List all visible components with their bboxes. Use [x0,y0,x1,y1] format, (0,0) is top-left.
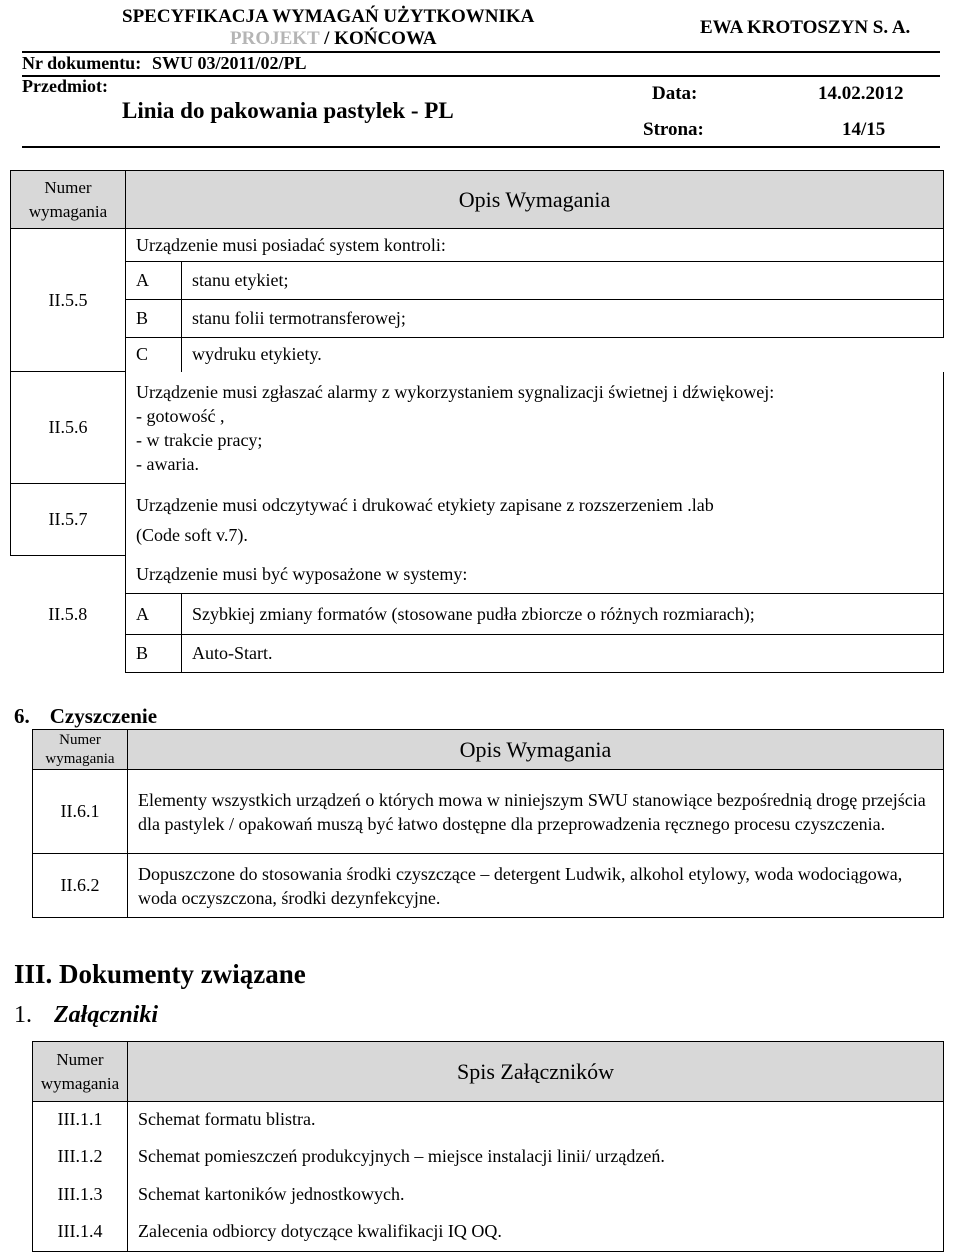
table-row [11,484,944,556]
requirements-table [10,170,944,673]
date-label: Data: [652,83,698,104]
requirement-text: Urządzenie musi posiadać system kontroli: [126,229,944,262]
text-line: - awaria. [136,453,199,474]
text-line: - w trakcie pracy; [136,429,263,450]
attachment-number: III.1.4 [33,1213,128,1252]
project-separator: / [319,28,335,49]
text-line: (Code soft v.7). [136,524,248,545]
item-text: stanu etykiet; [182,262,944,300]
sub-item [11,300,944,338]
item-letter: B [126,300,182,338]
column-header-description: Opis Wymagania [128,730,944,770]
item-letter: C [126,338,182,372]
attachment-number: III.1.3 [33,1176,128,1213]
subject-value: Linia do pakowania pastylek - PL [122,98,454,123]
subsection-number: 1. [14,1002,32,1028]
table-row [33,854,944,918]
spec-title: SPECYFIKACJA WYMAGAŃ UŻYTKOWNIKA [122,6,535,27]
sub-item [11,338,944,372]
text-line: Urządzenie musi odczytywać i drukować etykiety zapisane z rozszerzeniem .lab [136,494,714,515]
attachment-number: III.1.1 [33,1102,128,1138]
table-row [33,770,944,854]
table-header-row [33,730,944,770]
requirement-number: II.5.8 [11,556,126,673]
company-name: EWA KROTOSZYN S. A. [700,17,911,38]
header-rule-2 [22,75,940,77]
requirement-number: II.5.7 [11,484,126,556]
requirement-number: II.5.6 [11,372,126,484]
column-header-number: Numer wymagania [33,730,128,770]
date-value: 14.02.2012 [818,83,904,104]
item-text: stanu folii termotransferowej; [182,300,944,338]
requirement-text: Elementy wszystkich urządzeń o których mowa w niniejszym SWU stanowiące bezpośrednią drogę przejścia dla pastylek / opakowań muszą być łatwo dostępne dla przeprowadzenia ręcznego procesu czyszczenia. [128,770,944,854]
section-title: Czyszczenie [49,704,158,728]
item-text: wydruku etykiety. [182,338,944,372]
attachment-number: III.1.2 [33,1138,128,1176]
table-row [11,372,944,484]
requirement-text [126,372,944,484]
item-text: Auto-Start. [182,635,944,673]
requirement-number: II.6.2 [33,854,128,918]
requirement-number: II.6.1 [33,770,128,854]
table-row [33,1176,944,1213]
table-row [33,1102,944,1138]
project-final: KOŃCOWA [334,28,437,49]
sub-item [11,635,944,673]
column-header-attachments: Spis Załączników [128,1042,944,1102]
attachment-title: Schemat kartoników jednostkowych. [128,1176,944,1213]
requirement-text: Dopuszczone do stosowania środki czyszczące – detergent Ludwik, alkohol etylowy, woda wodociągowa, woda oczyszczona, środki dezynfekcyjne. [128,854,944,918]
item-letter: A [126,262,182,300]
doc-number-value: SWU 03/2011/02/PL [152,53,307,73]
attachment-title: Zalecenia odbiorcy dotyczące kwalifikacji IQ OQ. [128,1213,944,1252]
item-text: Szybkiej zmiany formatów (stosowane pudła zbiorcze o różnych rozmiarach); [182,594,944,635]
subsection-heading-attachments [14,1002,158,1029]
column-header-description: Opis Wymagania [126,171,944,229]
column-header-number: Numer wymagania [33,1042,128,1102]
sub-item [11,262,944,300]
requirement-text: Urządzenie musi być wyposażone w systemy: [126,556,944,594]
cleaning-table [32,729,944,918]
doc-number-label: Nr dokumentu: [22,53,142,73]
table-row [11,229,944,262]
project-status [230,29,437,48]
header-rule-3 [22,146,940,148]
table-header-row [33,1042,944,1102]
table-header-row [11,171,944,229]
attachments-table [32,1041,944,1252]
subject-label: Przedmiot: [22,76,108,96]
attachment-title: Schemat formatu blistra. [128,1102,944,1138]
attachment-title: Schemat pomieszczeń produkcyjnych – miejsce instalacji linii/ urządzeń. [128,1138,944,1176]
text-line: - gotowość , [136,405,225,426]
page-label: Strona: [643,119,704,140]
sub-item [11,594,944,635]
item-letter: B [126,635,182,673]
item-letter: A [126,594,182,635]
project-word: PROJEKT [230,28,320,49]
section-heading-cleaning [14,704,157,729]
section-heading-related-documents: III. Dokumenty związane [14,959,306,989]
table-row [11,556,944,594]
table-row [33,1138,944,1176]
table-row [33,1213,944,1252]
page-value: 14/15 [842,119,886,140]
text-line: Urządzenie musi zgłaszać alarmy z wykorzystaniem sygnalizacji świetnej i dźwiękowej: [136,381,775,402]
subsection-title: Załączniki [54,1002,159,1028]
requirement-number: II.5.5 [11,229,126,372]
section-number: 6. [14,704,30,728]
column-header-number: Numer wymagania [11,171,126,229]
requirement-text [126,484,944,556]
